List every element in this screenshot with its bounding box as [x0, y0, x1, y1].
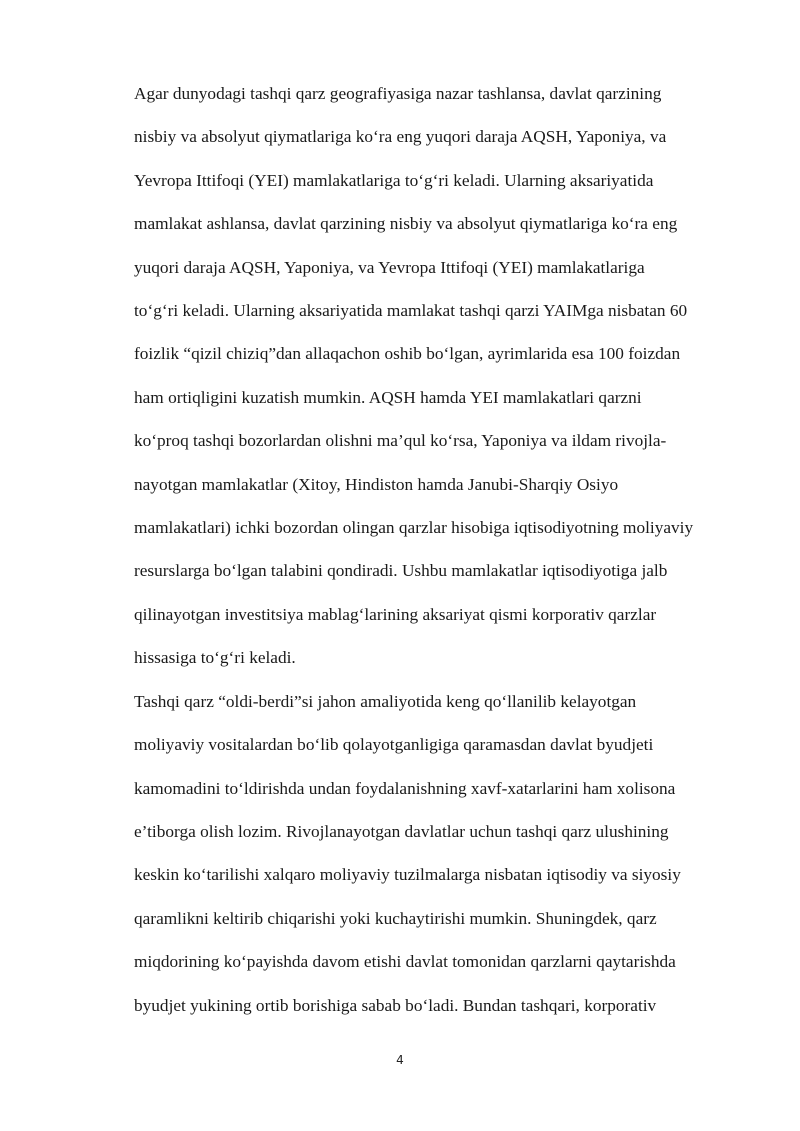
text-line: keskin ko‘tarilishi xalqaro moliyaviy tuzilmalarga nisbatan iqtisodiy va siyosiy	[134, 865, 681, 885]
text-line: moliyaviy vositalardan bo‘lib qolayotganligiga qaramasdan davlat byudjeti	[134, 735, 654, 755]
text-line: yuqori daraja AQSH, Yaponiya, va Yevropa Ittifoqi (YEI) mamlakatlariga	[134, 257, 645, 277]
text-line: foizlik “qizil chiziq”dan allaqachon oshib bo‘lgan, ayrimlarida esa 100 foizdan	[134, 344, 681, 364]
text-line: resurslarga bo‘lgan talabini qondiradi. Ushbu mamlakatlar iqtisodiyotiga jalb	[134, 561, 668, 581]
text-line: ko‘proq tashqi bozorlardan olishni ma’qul ko‘rsa, Yaponiya va ildam rivojla-	[134, 431, 667, 451]
text-line: mamlakatlari) ichki bozordan olingan qarzlar hisobiga iqtisodiyotning moliyaviy	[134, 518, 694, 538]
text-line: qilinayotgan investitsiya mablag‘larining aksariyat qismi korporativ qarzlar	[134, 604, 657, 624]
text-line: Tashqi qarz “oldi-berdi”si jahon amaliyotida keng qo‘llanilib kelayotgan	[134, 691, 637, 711]
text-line: ham ortiqligini kuzatish mumkin. AQSH hamda YEI mamlakatlari qarzni	[134, 387, 642, 407]
text-line: to‘g‘ri keladi. Ularning aksariyatida mamlakat tashqi qarzi YAIMga nisbatan 60	[134, 301, 688, 321]
text-line: qaramlikni keltirib chiqarishi yoki kuchaytirishi mumkin. Shuningdek, qarz	[134, 908, 657, 928]
page-number: 4	[396, 1053, 404, 1067]
text-line: nisbiy va absolyut qiymatlariga ko‘ra eng yuqori daraja AQSH, Yaponiya, va	[134, 127, 667, 147]
text-line: mamlakat ashlansa, davlat qarzining nisbiy va absolyut qiymatlariga ko‘ra eng	[134, 214, 678, 234]
text-line: hissasiga to‘g‘ri keladi.	[134, 648, 296, 668]
text-line: Yevropa Ittifoqi (YEI) mamlakatlariga to‘g‘ri keladi. Ularning aksariyatida	[134, 170, 654, 190]
text-line: miqdorining ko‘payishda davom etishi davlat tomonidan qarzlarni qaytarishda	[134, 952, 676, 972]
text-line: e’tiborga olish lozim. Rivojlanayotgan davlatlar uchun tashqi qarz ulushining	[134, 821, 669, 841]
text-line: byudjet yukining ortib borishiga sabab bo‘ladi. Bundan tashqari, korporativ	[134, 995, 657, 1015]
text-line: nayotgan mamlakatlar (Xitoy, Hindiston hamda Janubi-Sharqiy Osiyo	[134, 474, 619, 494]
paragraph-2	[134, 680, 746, 1027]
text-line: Agar dunyodagi tashqi qarz geografiyasiga nazar tashlansa, davlat qarzining	[134, 84, 662, 103]
text-line: kamomadini to‘ldirishda undan foydalanishning xavf-xatarlarini ham xolisona	[134, 778, 676, 798]
paragraph-1	[134, 72, 746, 680]
document-body	[134, 72, 746, 1027]
